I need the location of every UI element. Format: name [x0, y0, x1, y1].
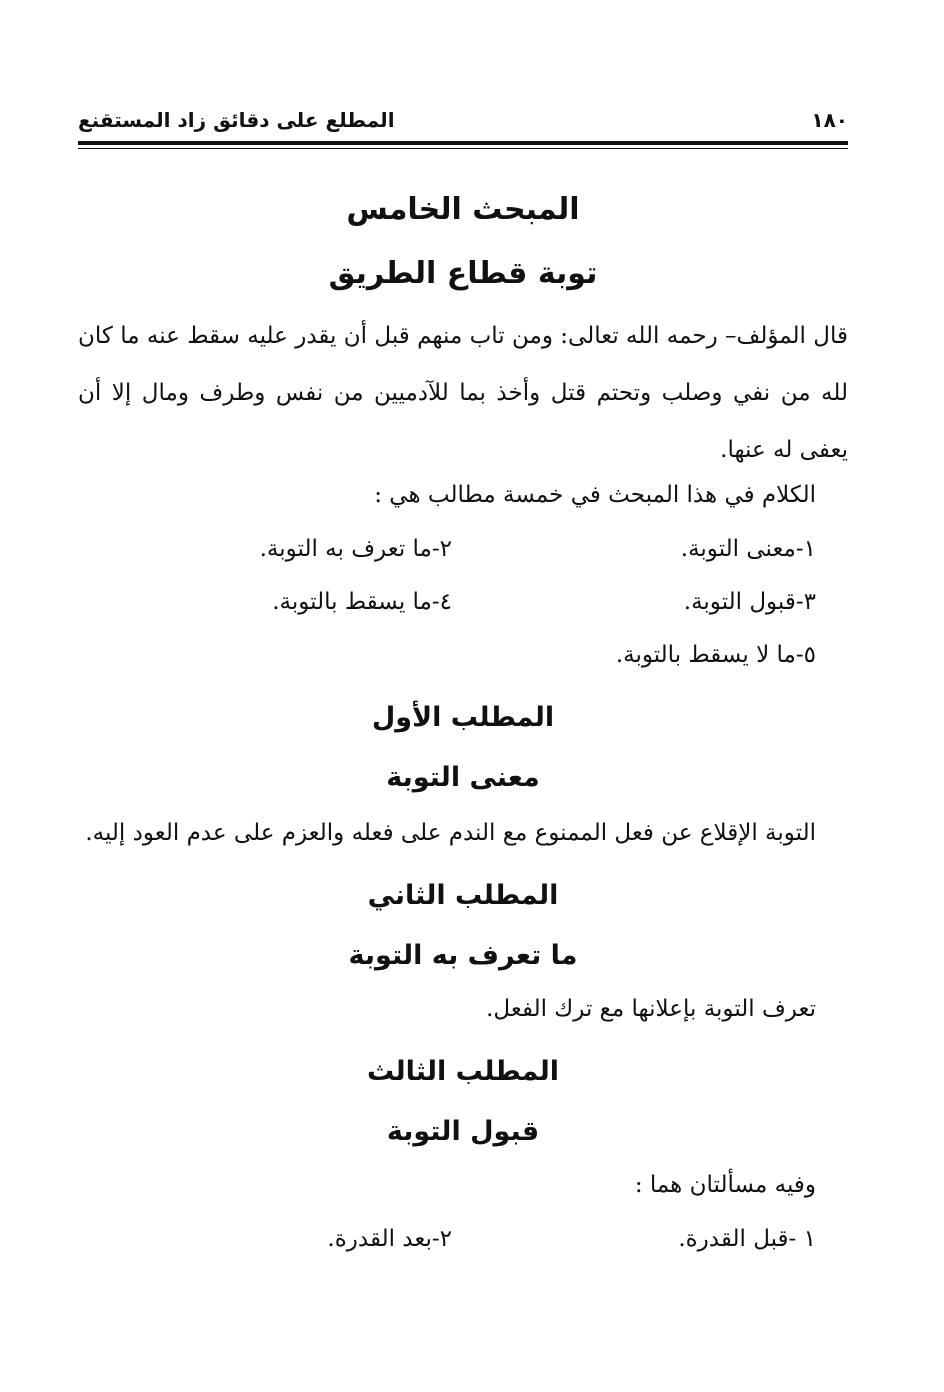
matlab1-heading: المطلب الأول	[371, 702, 555, 733]
matlab2-subheading: ما تعرف به التوبة	[348, 940, 578, 971]
overview-line: الكلام في هذا المبحث في خمسة مطالب هي :	[374, 482, 816, 508]
list-item: ٥-ما لا يسقط بالتوبة.	[615, 642, 816, 668]
matlab2-text: تعرف التوبة بإعلانها مع ترك الفعل.	[486, 996, 816, 1022]
section-title: المبحث الخامس	[346, 192, 580, 227]
running-header	[78, 108, 848, 138]
matlab1-subheading: معنى التوبة	[386, 762, 540, 793]
matlab3-subheading: قبول التوبة	[386, 1116, 540, 1147]
matlab3-text: وفيه مسألتان هما :	[634, 1172, 816, 1198]
list-item: ٤-ما يسقط بالتوبة.	[272, 589, 452, 615]
book-title: المطلع على دقائق زاد المستقنع	[78, 108, 395, 132]
list-item: ٢-ما تعرف به التوبة.	[259, 536, 452, 562]
list-item: ١-معنى التوبة.	[680, 536, 816, 562]
list-item: ١ -قبل القدرة.	[678, 1226, 816, 1252]
header-rule-thin	[78, 148, 848, 149]
header-rule-thick	[78, 141, 848, 145]
page-number: ١٨٠	[811, 108, 848, 132]
intro-paragraph: قال المؤلف– رحمه الله تعالى: ومن تاب منهم قبل أن يقدر عليه سقط عنه ما كان لله من نفي وصلب وتحتم قتل وأخذ بما للآدميين من نفس وطرف ومال إلا أن يعفى له عنها.	[78, 323, 848, 463]
list-item: ٣-قبول التوبة.	[683, 589, 816, 615]
section-subtitle: توبة قطاع الطريق	[328, 256, 598, 291]
list-item: ٢-بعد القدرة.	[327, 1226, 452, 1252]
matlab3-heading: المطلب الثالث	[366, 1056, 560, 1087]
matlab2-heading: المطلب الثاني	[367, 880, 559, 911]
matlab1-text: التوبة الإقلاع عن فعل الممنوع مع الندم على فعله والعزم على عدم العود إليه.	[85, 820, 816, 846]
